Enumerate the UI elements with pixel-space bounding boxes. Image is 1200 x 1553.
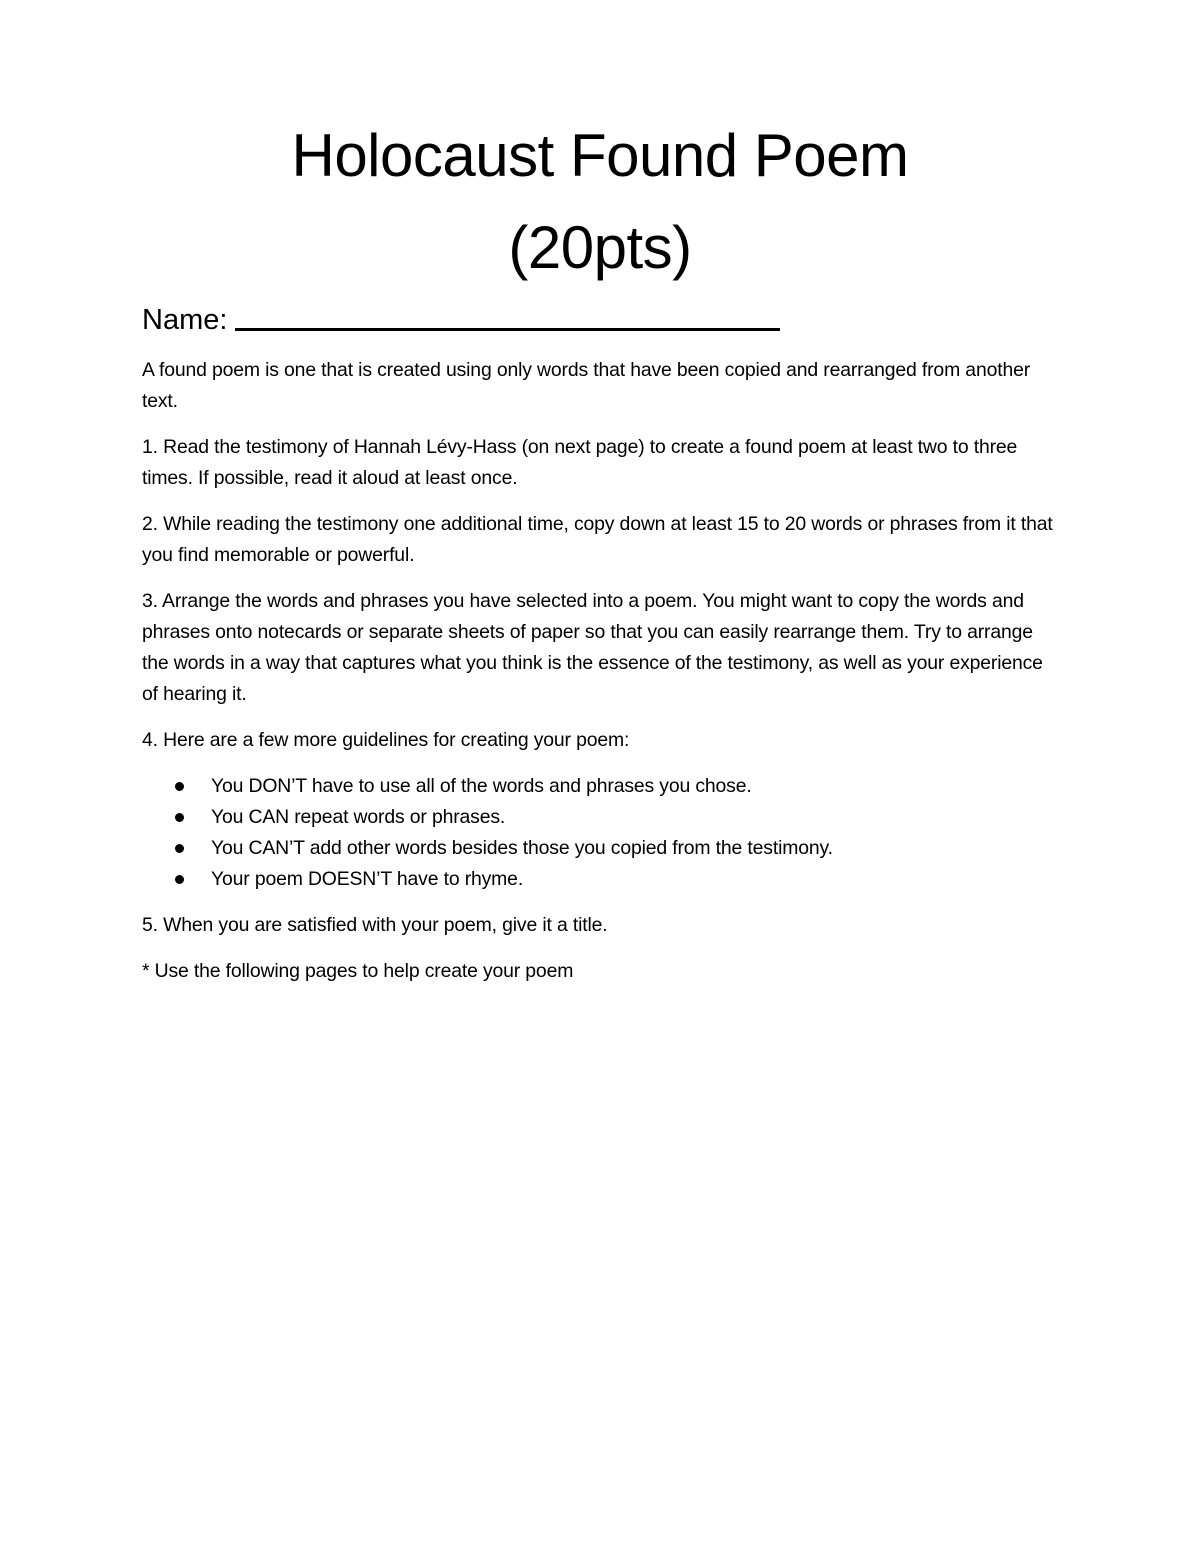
step-2: 2. While reading the testimony one additional time, copy down at least 15 to 20 words or phrases from it that you find memorable or powerful. bbox=[142, 513, 1053, 566]
guideline-text: You CAN repeat words or phrases. bbox=[211, 806, 506, 828]
bullet-icon bbox=[175, 844, 184, 853]
note: * Use the following pages to help create your poem bbox=[142, 960, 574, 982]
guidelines-list bbox=[142, 771, 1062, 895]
guideline-text: You DON’T have to use all of the words and phrases you chose. bbox=[211, 775, 752, 797]
list-item bbox=[142, 833, 1062, 864]
name-row bbox=[142, 296, 780, 339]
instructions bbox=[142, 355, 1062, 1002]
guideline-text: Your poem DOESN’T have to rhyme. bbox=[211, 868, 524, 890]
name-blank-line[interactable] bbox=[235, 298, 780, 331]
step-4: 4. Here are a few more guidelines for creating your poem: bbox=[142, 729, 630, 751]
bullet-icon bbox=[175, 813, 184, 822]
bullet-icon bbox=[175, 782, 184, 791]
guideline-text: You CAN’T add other words besides those you copied from the testimony. bbox=[211, 837, 833, 859]
page-title: Holocaust Found Poem bbox=[291, 122, 909, 189]
page-subtitle-points: (20pts) bbox=[508, 214, 692, 281]
step-3: 3. Arrange the words and phrases you have selected into a poem. You might want to copy the words and phrases onto notecards or separate sheets of paper so that you can easily rearrange them. Try to arrange the words in a way that captures what you think is the essence of the testimony, as well as your experience of hearing it. bbox=[142, 590, 1043, 705]
list-item bbox=[142, 864, 1062, 895]
step-1: 1. Read the testimony of Hannah Lévy-Hass (on next page) to create a found poem at least two to three times. If possible, read it aloud at least once. bbox=[142, 436, 1018, 489]
list-item bbox=[142, 771, 1062, 802]
step-5: 5. When you are satisfied with your poem, give it a title. bbox=[142, 914, 608, 936]
intro-paragraph: A found poem is one that is created using only words that have been copied and rearranged from another text. bbox=[142, 359, 1031, 412]
bullet-icon bbox=[175, 875, 184, 884]
name-label: Name: bbox=[142, 304, 228, 336]
list-item bbox=[142, 802, 1062, 833]
